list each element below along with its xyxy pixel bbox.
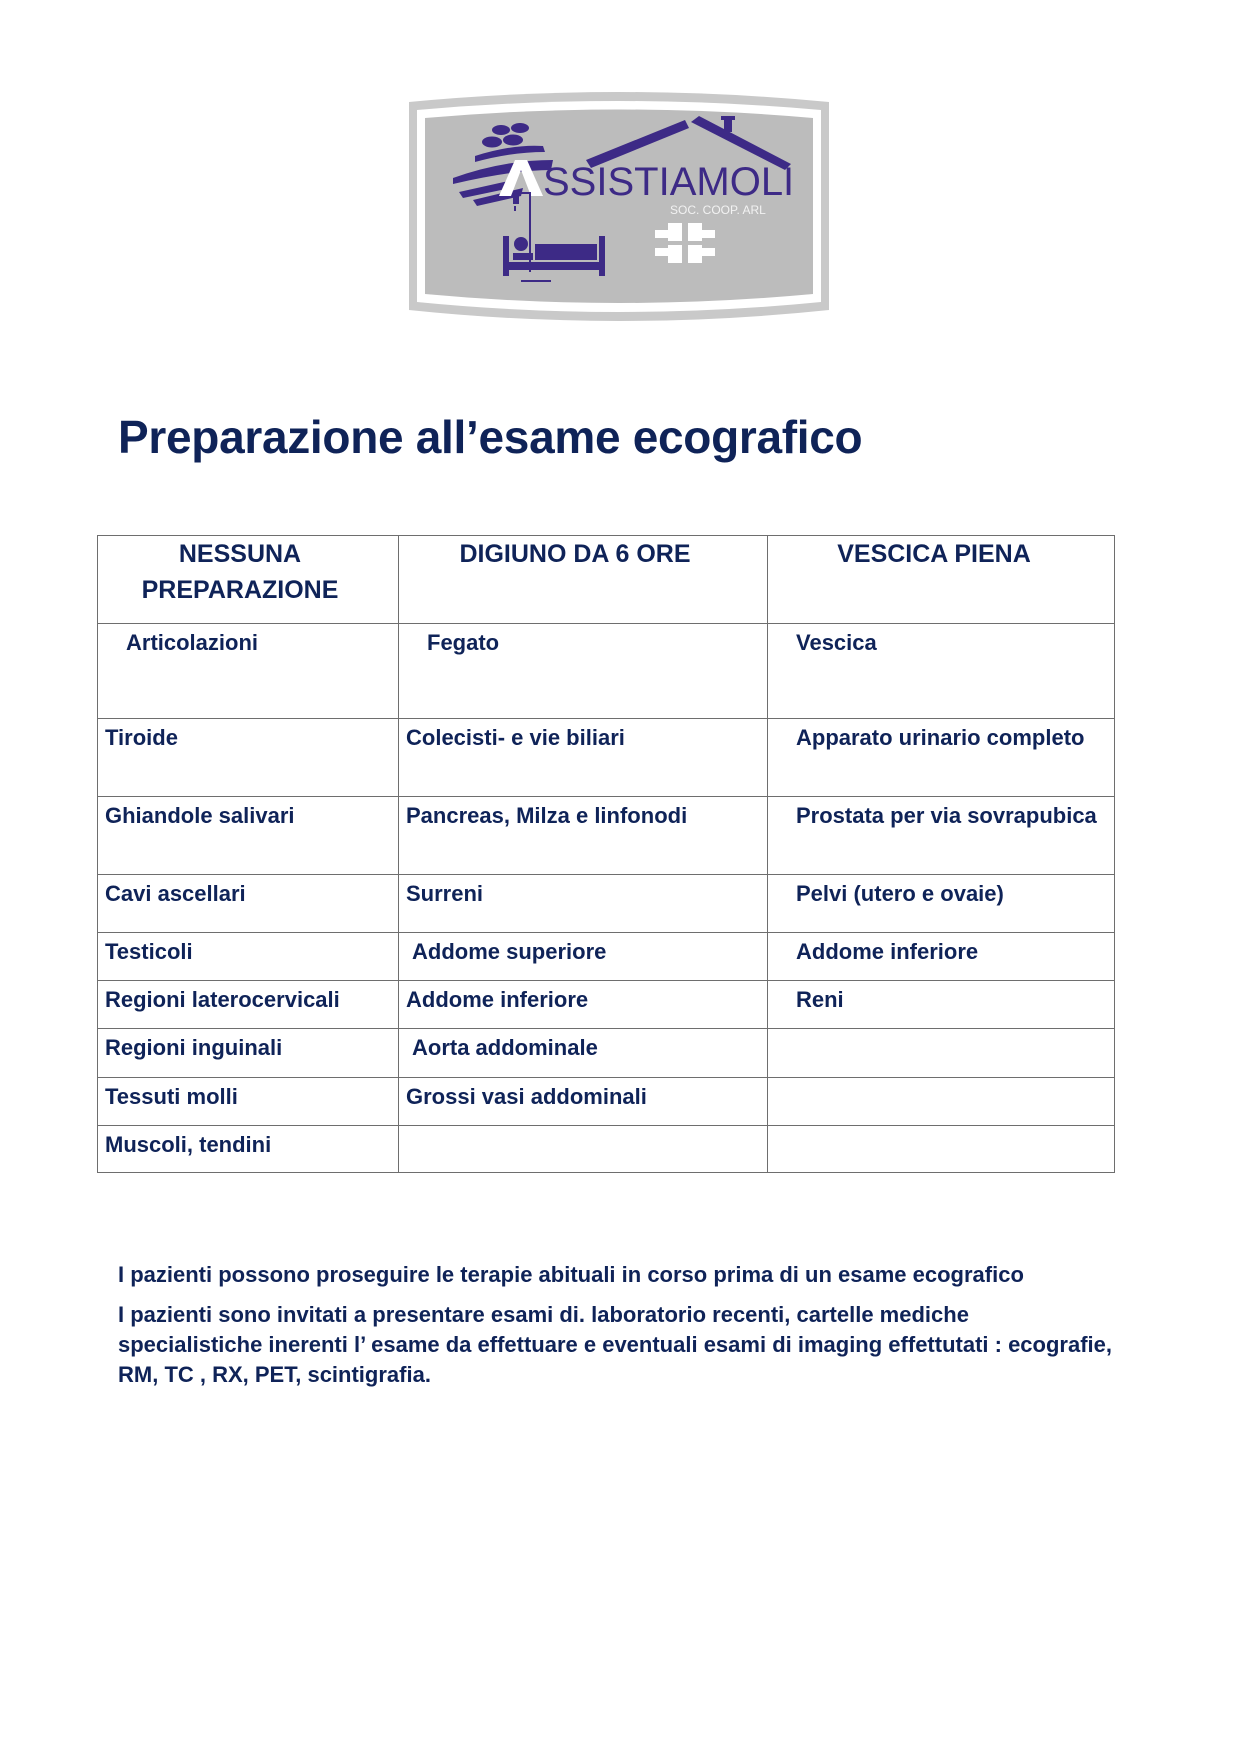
table-cell bbox=[768, 981, 1115, 1029]
table-cell bbox=[399, 1078, 768, 1126]
table-cell bbox=[399, 933, 768, 981]
cell-text: Addome inferiore bbox=[406, 987, 589, 1012]
table-cell bbox=[98, 1029, 399, 1078]
table-cell bbox=[98, 981, 399, 1029]
header-nessuna-preparazione bbox=[98, 536, 399, 624]
cell-text: Vescica bbox=[796, 630, 877, 655]
table-row bbox=[98, 981, 1115, 1029]
cell-text: Cavi ascellari bbox=[105, 881, 246, 906]
table-cell bbox=[768, 1126, 1115, 1173]
table-cell bbox=[98, 719, 399, 797]
table-row bbox=[98, 933, 1115, 981]
table-cell bbox=[98, 624, 399, 719]
cell-text: Pelvi (utero e ovaie) bbox=[796, 881, 1004, 906]
header-label: NESSUNA PREPARAZIONE bbox=[141, 540, 339, 604]
table-cell bbox=[399, 624, 768, 719]
cell-text: Tiroide bbox=[105, 725, 178, 750]
table-row bbox=[98, 1078, 1115, 1126]
cell-text bbox=[768, 1126, 1114, 1129]
cell-text: Regioni laterocervicali bbox=[105, 987, 340, 1012]
cell-text: Prostata per via sovrapubica bbox=[796, 803, 1097, 828]
cell-text bbox=[768, 1078, 1114, 1081]
cell-text: Addome inferiore bbox=[796, 939, 979, 964]
table-cell bbox=[768, 1029, 1115, 1078]
table-row bbox=[98, 1029, 1115, 1078]
header-label: VESCICA PIENA bbox=[837, 540, 1031, 568]
header-digiuno bbox=[399, 536, 768, 624]
cell-text bbox=[399, 1126, 767, 1129]
table-cell bbox=[399, 1126, 768, 1173]
note-documents: I pazienti sono invitati a presentare esami di. laboratorio recenti, cartelle mediche specialistiche inerenti l’ esame da effettuare e eventuali esami di imaging effettutati : ecografie, RM, TC , RX, PET, scintigrafia. bbox=[118, 1302, 1112, 1387]
table-cell bbox=[768, 719, 1115, 797]
table-row bbox=[98, 875, 1115, 933]
table-cell bbox=[98, 1078, 399, 1126]
header-label: DIGIUNO DA 6 ORE bbox=[459, 540, 691, 568]
table-cell bbox=[399, 797, 768, 875]
table-cell bbox=[98, 933, 399, 981]
cell-text: Articolazioni bbox=[126, 630, 259, 655]
table-header-row bbox=[98, 536, 1115, 624]
cell-text: Addome superiore bbox=[412, 939, 607, 964]
brand-name: SSISTIAMOLI bbox=[543, 160, 795, 204]
table-cell bbox=[768, 933, 1115, 981]
page-title: Preparazione all’esame ecografico bbox=[118, 411, 863, 463]
cell-text: Grossi vasi addominali bbox=[406, 1084, 647, 1109]
assistiamoli-logo bbox=[403, 88, 835, 324]
table-cell bbox=[98, 1126, 399, 1173]
cell-text: Regioni inguinali bbox=[105, 1035, 283, 1060]
cell-text: Pancreas, Milza e linfonodi bbox=[406, 803, 688, 828]
cell-text: Aorta addominale bbox=[412, 1035, 598, 1060]
cell-text: Reni bbox=[796, 987, 844, 1012]
header-vescica-piena bbox=[768, 536, 1115, 624]
table-cell bbox=[399, 1029, 768, 1078]
table-cell bbox=[768, 875, 1115, 933]
table-cell bbox=[768, 624, 1115, 719]
table-row bbox=[98, 1126, 1115, 1173]
table-row bbox=[98, 797, 1115, 875]
cell-text: Testicoli bbox=[105, 939, 193, 964]
table-cell bbox=[399, 981, 768, 1029]
cell-text: Surreni bbox=[406, 881, 484, 906]
table-cell bbox=[768, 1078, 1115, 1126]
cell-text: Apparato urinario completo bbox=[796, 725, 1085, 750]
table-row bbox=[98, 624, 1115, 719]
cell-text bbox=[768, 1029, 1114, 1032]
table-cell bbox=[768, 797, 1115, 875]
cell-text: Muscoli, tendini bbox=[105, 1132, 272, 1157]
notes-section bbox=[118, 1260, 1118, 1400]
logo-badge bbox=[403, 88, 835, 324]
table-cell bbox=[399, 875, 768, 933]
preparation-table bbox=[97, 535, 1115, 1173]
cell-text: Ghiandole salivari bbox=[105, 803, 295, 828]
cell-text: Colecisti- e vie biliari bbox=[406, 725, 625, 750]
cell-text: Fegato bbox=[427, 630, 500, 655]
table-row bbox=[98, 719, 1115, 797]
note-therapies: I pazienti possono proseguire le terapie abituali in corso prima di un esame ecografico bbox=[118, 1262, 1024, 1287]
brand-subtitle: SOC. COOP. ARL bbox=[670, 203, 766, 217]
table-cell bbox=[98, 797, 399, 875]
table-cell bbox=[399, 719, 768, 797]
table-cell bbox=[98, 875, 399, 933]
cell-text: Tessuti molli bbox=[105, 1084, 238, 1109]
